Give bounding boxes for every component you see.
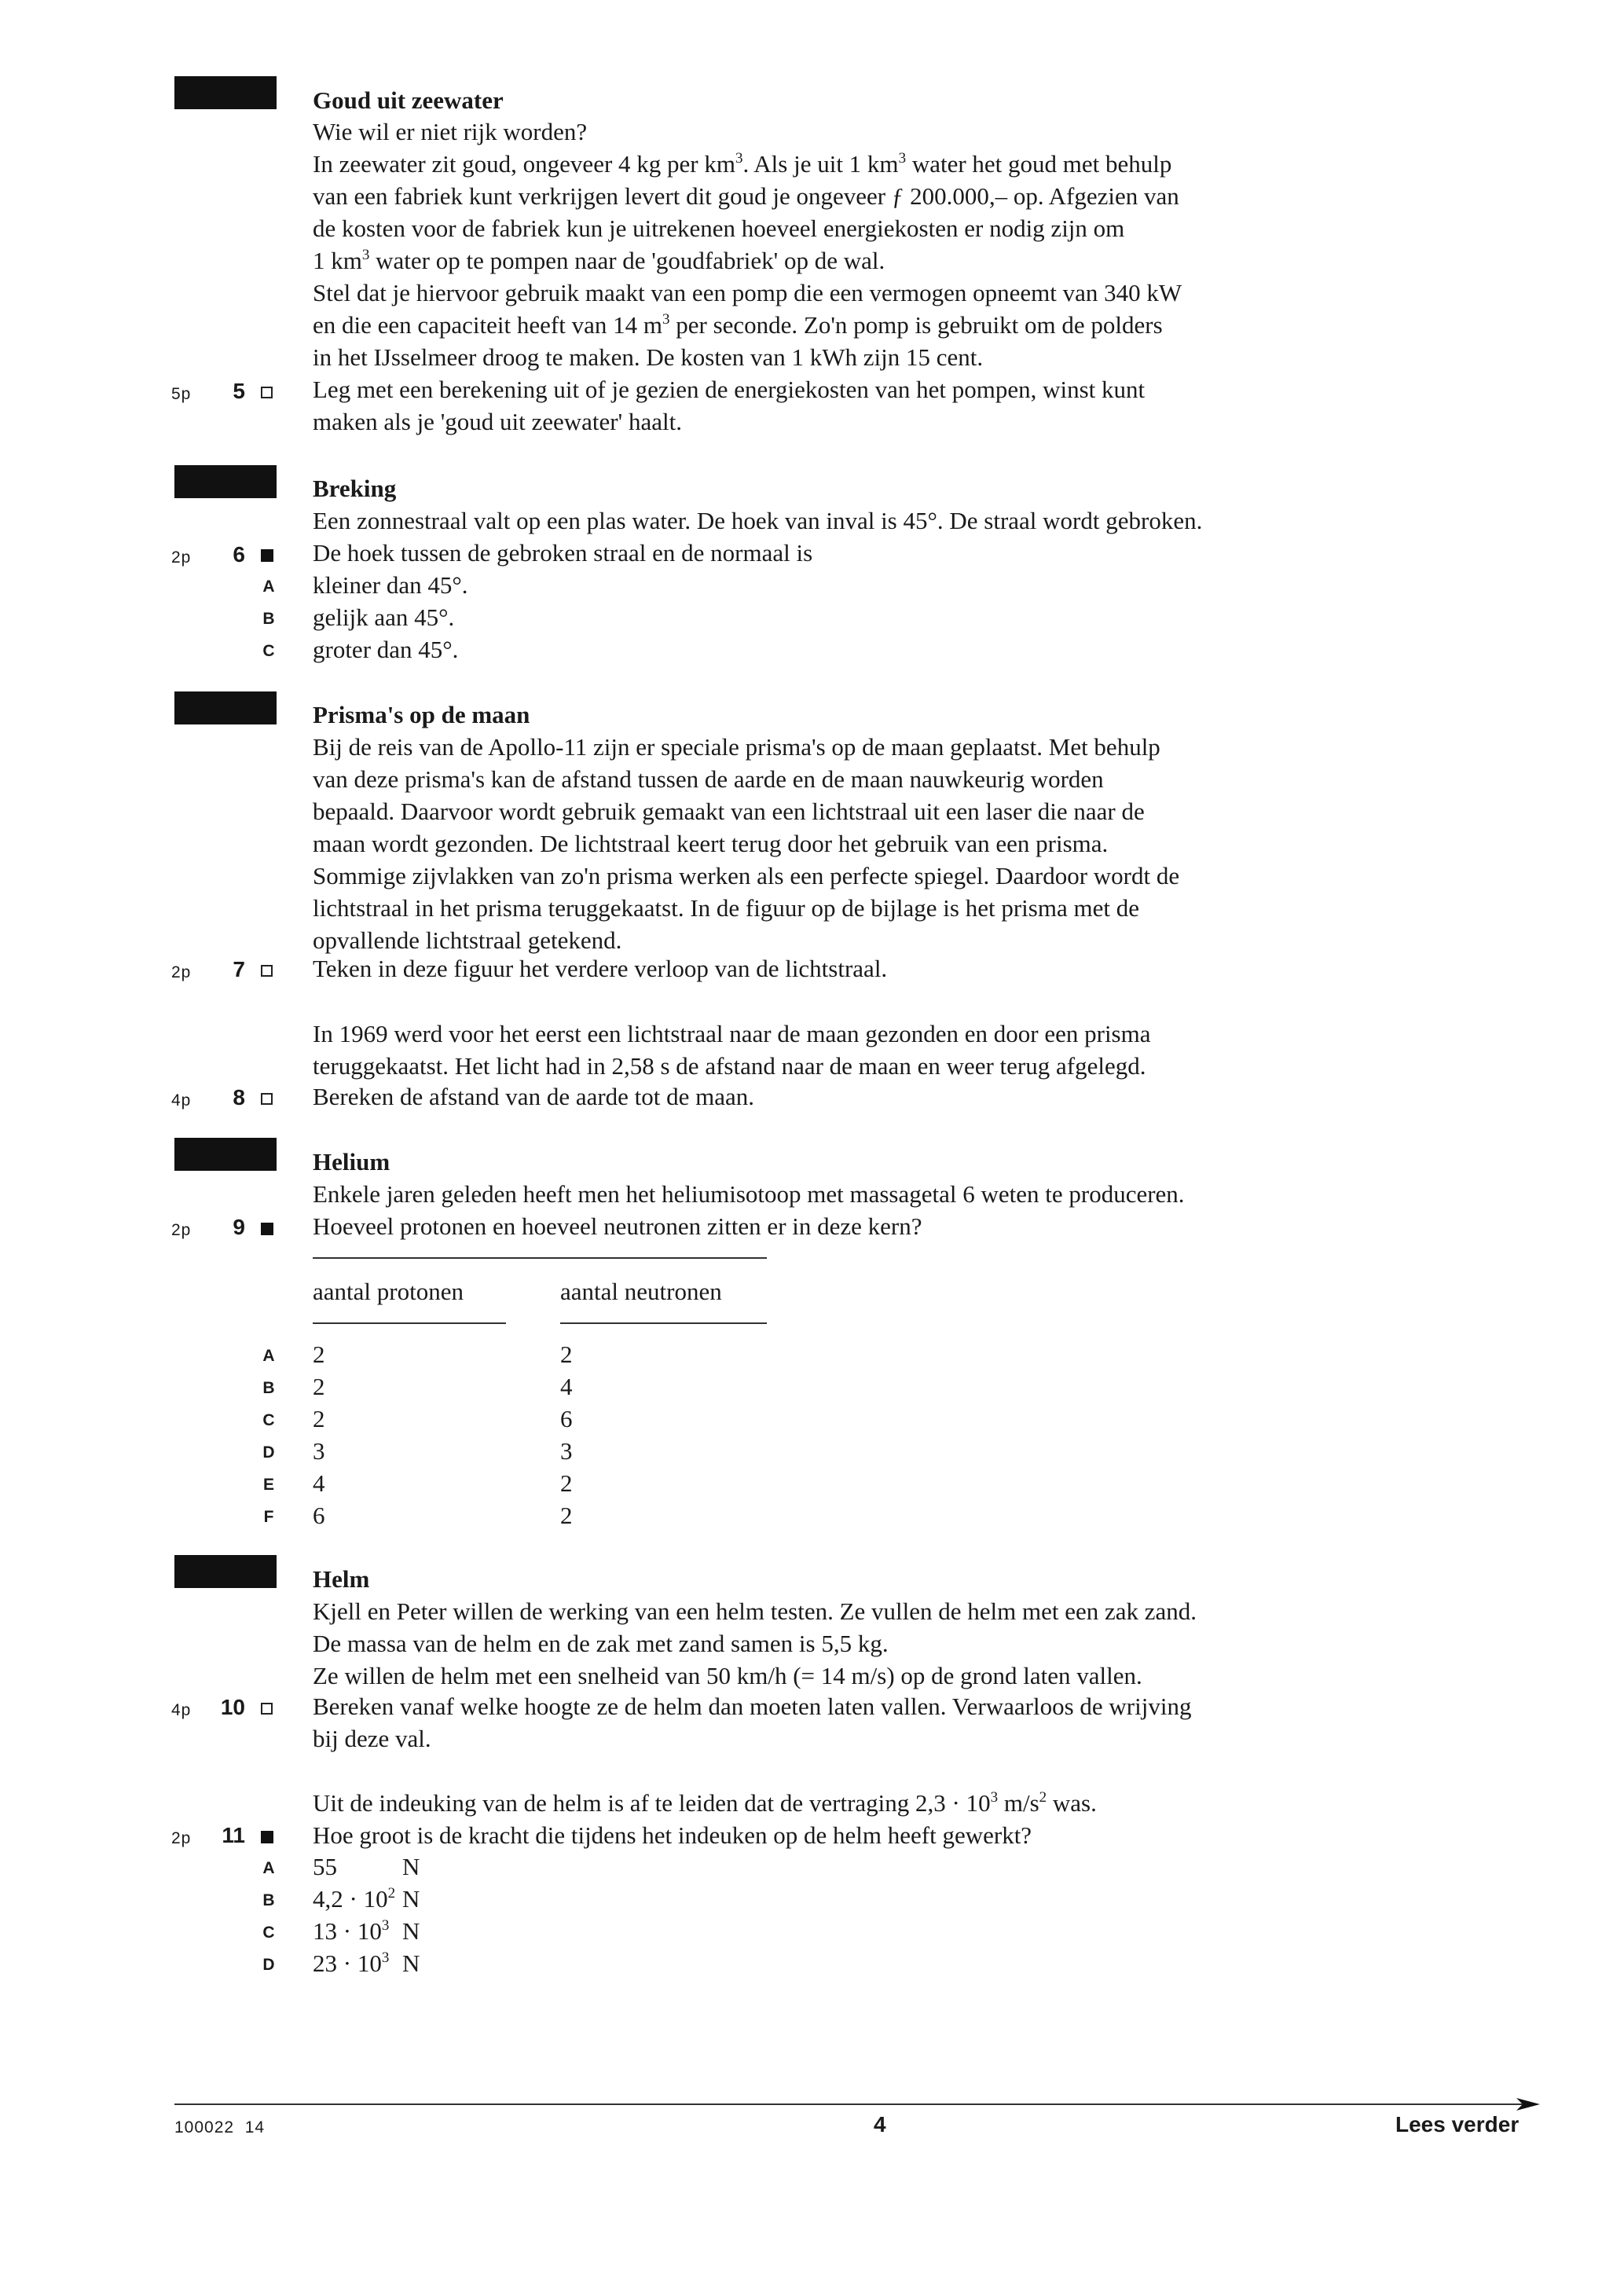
question-number: 8 — [233, 1085, 245, 1109]
option-unit: N — [402, 1853, 420, 1880]
section-title-helium: Helium — [313, 1148, 390, 1176]
text-line: Bij de reis van de Apollo-11 zijn er speciale prisma's op de maan geplaatst. Met behulp — [313, 733, 1160, 761]
text-line: 1 $km^3$ water op te pompen naar de 'goudfabriek' op de wal. — [313, 247, 885, 274]
option-unit: N — [402, 1917, 420, 1945]
option-value[interactable]: $4,2 \cdot 10^2$ — [313, 1885, 396, 1913]
text-line: Sommige zijvlakken van zo'n prisma werken als een perfecte spiegel. Daardoor wordt de — [313, 862, 1180, 889]
section-title-helm: Helm — [313, 1565, 370, 1593]
section-marker-bar — [174, 465, 277, 498]
option-letter: F — [263, 1508, 274, 1526]
table-cell: 3 — [313, 1437, 325, 1465]
option-unit: N — [402, 1885, 420, 1913]
text-line: maan wordt gezonden. De lichtstraal keert terug door het gebruik van een prisma. — [313, 830, 1109, 857]
table-header-rule — [313, 1322, 506, 1324]
text-line: Stel dat je hiervoor gebruik maakt van een pomp die een vermogen opneemt van 340 kW — [313, 279, 1182, 306]
option-letter: A — [262, 578, 275, 596]
table-cell: 4 — [560, 1373, 573, 1400]
open-question-checkbox[interactable] — [261, 1703, 273, 1715]
option-letter: C — [262, 642, 275, 660]
question-text: maken als je 'goud uit zeewater' haalt. — [313, 408, 682, 435]
text-line: De massa van de helm en de zak met zand samen is 5,5 kg. — [313, 1630, 889, 1657]
table-cell: 2 — [560, 1341, 573, 1368]
next-page-label: Lees verder — [1395, 2112, 1520, 2136]
question-number: 5 — [233, 379, 245, 403]
option-letter: C — [262, 1411, 275, 1429]
option-value[interactable]: 55 — [313, 1853, 337, 1880]
document-code: 100022 14 — [174, 2118, 266, 2136]
page-number: 4 — [874, 2112, 886, 2136]
text-line: opvallende lichtstraal getekend. — [313, 926, 622, 954]
question-text: Hoe groot is de kracht die tijdens het indeuken op de helm heeft gewerkt? — [313, 1821, 1032, 1849]
text-line: Een zonnestraal valt op een plas water. De hoek van inval is 45°. De straal wordt gebroken. — [313, 507, 1203, 534]
table-header-neutrons: aantal neutronen — [560, 1278, 722, 1305]
question-points: 4p — [171, 1091, 192, 1109]
text-line: Wie wil er niet rijk worden? — [313, 118, 588, 145]
text-line: in het IJsselmeer droog te maken. De kosten van 1 kWh zijn 15 cent. — [313, 343, 984, 371]
open-question-checkbox[interactable] — [261, 965, 273, 977]
table-cell: 2 — [313, 1405, 325, 1432]
option-letter: B — [262, 1379, 275, 1397]
question-number: 9 — [233, 1215, 245, 1239]
option-text[interactable]: gelijk aan 45°. — [313, 603, 455, 631]
table-cell: 2 — [313, 1373, 325, 1400]
question-number: 11 — [222, 1823, 245, 1847]
text-line: en die een capaciteit heeft van 14 $m^3$ per seconde. Zo'n pomp is gebruikt om de polders — [313, 311, 1163, 339]
text-line: van deze prisma's kan de afstand tussen de aarde en de maan nauwkeurig worden — [313, 765, 1104, 793]
text-line: lichtstraal in het prisma teruggekaatst. In de figuur op de bijlage is het prisma met de — [313, 894, 1139, 922]
table-header-protons: aantal protonen — [313, 1278, 464, 1305]
section-marker-bar — [174, 1138, 277, 1171]
option-text[interactable]: kleiner dan 45°. — [313, 571, 468, 599]
option-letter: D — [262, 1443, 275, 1462]
text-line: Uit de indeuking van de helm is af te leiden dat de vertraging $2,3 \cdot 10^3$ $m/s^2$ was. — [313, 1789, 1097, 1817]
text-line: de kosten voor de fabriek kun je uitrekenen hoeveel energiekosten er nodig zijn om — [313, 215, 1125, 242]
section-marker-bar — [174, 1555, 277, 1588]
question-points: 5p — [171, 385, 192, 403]
text-line: bepaald. Daarvoor wordt gebruik gemaakt van een lichtstraal uit een laser die naar de — [313, 798, 1145, 825]
question-points: 4p — [171, 1701, 192, 1719]
table-cell: 3 — [560, 1437, 573, 1465]
option-text[interactable]: groter dan 45°. — [313, 636, 459, 663]
multiple-choice-marker — [261, 1223, 273, 1235]
table-cell: 6 — [560, 1405, 573, 1432]
option-letter: C — [262, 1924, 275, 1942]
question-text: Bereken vanaf welke hoogte ze de helm dan moeten laten vallen. Verwaarloos de wrijving — [313, 1693, 1192, 1720]
text-line: Enkele jaren geleden heeft men het heliumisotoop met massagetal 6 weten te produceren. — [313, 1180, 1185, 1208]
section-marker-bar — [174, 691, 277, 724]
question-number: 6 — [233, 542, 245, 567]
question-text: Hoeveel protonen en hoeveel neutronen zitten er in deze kern? — [313, 1212, 922, 1240]
multiple-choice-marker — [261, 549, 273, 562]
table-top-rule — [313, 1257, 767, 1259]
table-cell: 2 — [313, 1341, 325, 1368]
question-points: 2p — [171, 548, 192, 567]
text-line: In 1969 werd voor het eerst een lichtstraal naar de maan gezonden en door een prisma — [313, 1020, 1151, 1047]
question-text: Leg met een berekening uit of je gezien de energiekosten van het pompen, winst kunt — [313, 376, 1146, 403]
question-text: De hoek tussen de gebroken straal en de normaal is — [313, 539, 813, 567]
open-question-checkbox[interactable] — [261, 1093, 273, 1105]
question-text: Teken in deze figuur het verdere verloop van de lichtstraal. — [313, 955, 888, 982]
text-line: van een fabriek kunt verkrijgen levert dit goud je ongeveer ƒ 200.000,– op. Afgezien van — [313, 182, 1179, 210]
question-points: 2p — [171, 1221, 192, 1239]
arrow-right-icon — [1516, 2095, 1540, 2114]
open-question-checkbox[interactable] — [261, 387, 273, 398]
table-cell: 4 — [313, 1469, 325, 1497]
table-cell: 6 — [313, 1502, 325, 1529]
option-letter: B — [262, 610, 275, 628]
section-title-prisma: Prisma's op de maan — [313, 701, 530, 728]
multiple-choice-marker — [261, 1831, 273, 1843]
text-line: Kjell en Peter willen de werking van een helm testen. Ze vullen de helm met een zak zand. — [313, 1597, 1197, 1625]
option-unit: N — [402, 1949, 420, 1977]
question-number: 7 — [233, 957, 245, 981]
question-points: 2p — [171, 1829, 192, 1847]
table-cell: 2 — [560, 1469, 573, 1497]
option-value[interactable]: $13 \cdot 10^3$ — [313, 1917, 390, 1945]
text-line: teruggekaatst. Het licht had in 2,58 s de afstand naar de maan en weer terug afgelegd. — [313, 1052, 1146, 1080]
footer-rule — [174, 2103, 1534, 2105]
section-title-goud: Goud uit zeewater — [313, 86, 504, 114]
question-number: 10 — [220, 1695, 245, 1719]
option-letter: B — [262, 1891, 275, 1909]
question-text: Bereken de afstand van de aarde tot de maan. — [313, 1083, 755, 1110]
option-letter: A — [262, 1347, 275, 1365]
option-letter: D — [262, 1956, 275, 1974]
table-cell: 2 — [560, 1502, 573, 1529]
option-letter: E — [262, 1476, 274, 1494]
text-line: Ze willen de helm met een snelheid van 50 km/h (= 14 m/s) op de grond laten vallen. — [313, 1662, 1142, 1689]
section-title-breking: Breking — [313, 475, 397, 502]
question-points: 2p — [171, 963, 192, 981]
option-letter: A — [262, 1859, 275, 1877]
question-text: bij deze val. — [313, 1725, 431, 1752]
table-header-rule — [560, 1322, 767, 1324]
section-marker-bar — [174, 76, 277, 109]
option-value[interactable]: $23 \cdot 10^3$ — [313, 1949, 390, 1977]
text-line: In zeewater zit goud, ongeveer 4 kg per $km^3$. Als je uit 1 $km^3$ water het goud met behulp — [313, 150, 1172, 178]
